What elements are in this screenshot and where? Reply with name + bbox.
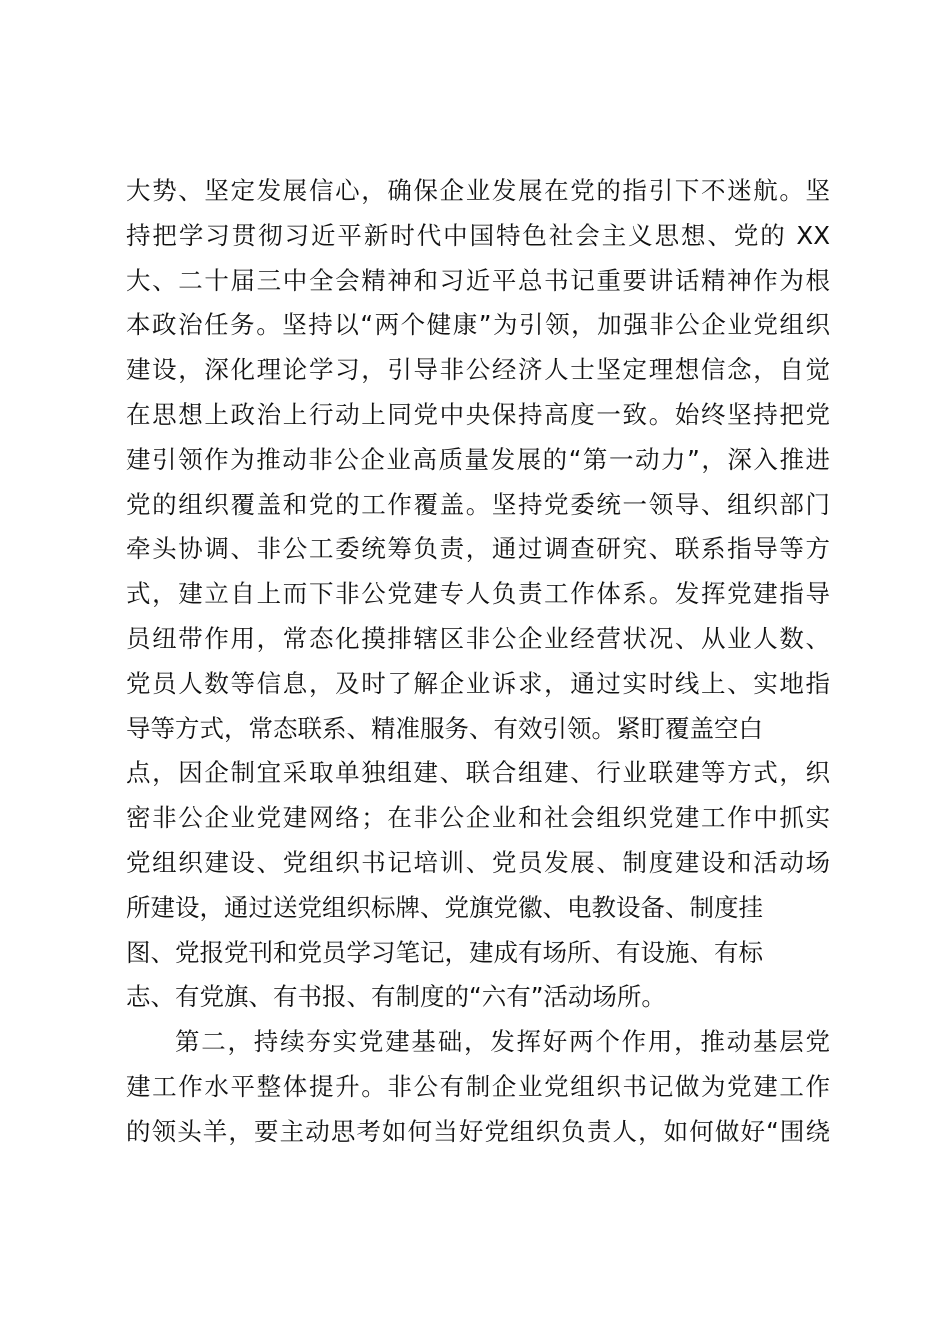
text-line: 本政治任务。坚持以“两个健康”为引领，加强非公企业党组织 xyxy=(126,310,830,340)
text-line: 所建设，通过送党组织标牌、党旗党徽、电教设备、制度挂 xyxy=(126,892,763,922)
body-text xyxy=(126,169,830,1155)
text-line: 建引领作为推动非公企业高质量发展的“第一动力”，深入推进 xyxy=(126,444,830,474)
text-line: 大、二十届三中全会精神和习近平总书记重要讲话精神作为根 xyxy=(126,265,830,295)
text-line: 的领头羊，要主动思考如何当好党组织负责人，如何做好“围绕 xyxy=(126,1116,830,1146)
text-line: 党的组织覆盖和党的工作覆盖。坚持党委统一领导、组织部门 xyxy=(126,489,830,519)
text-line: 点，因企制宜采取单独组建、联合组建、行业联建等方式，织 xyxy=(126,758,830,788)
text-line: 在思想上政治上行动上同党中央保持高度一致。始终坚持把党 xyxy=(126,399,830,429)
paragraph-start-line: 第二，持续夯实党建基础，发挥好两个作用，推动基层党 xyxy=(175,1027,830,1057)
text-line: 密非公企业党建网络；在非公企业和社会组织党建工作中抓实 xyxy=(126,803,830,833)
paragraph-end-line: 志、有党旗、有书报、有制度的“六有”活动场所。 xyxy=(126,982,666,1012)
text-line: 牵头协调、非公工委统筹负责，通过调查研究、联系指导等方 xyxy=(126,534,830,564)
text-line: 持把学习贯彻习近平新时代中国特色社会主义思想、党的 XX xyxy=(126,220,830,250)
text-line: 员纽带作用，常态化摸排辖区非公企业经营状况、从业人数、 xyxy=(126,623,830,653)
text-line: 党员人数等信息，及时了解企业诉求，通过实时线上、实地指 xyxy=(126,668,830,698)
text-line: 式，建立自上而下非公党建专人负责工作体系。发挥党建指导 xyxy=(126,579,830,609)
text-line: 建设，深化理论学习，引导非公经济人士坚定理想信念，自觉 xyxy=(126,355,830,385)
text-line: 党组织建设、党组织书记培训、党员发展、制度建设和活动场 xyxy=(126,847,830,877)
text-line: 建工作水平整体提升。非公有制企业党组织书记做为党建工作 xyxy=(126,1071,830,1101)
text-line: 图、党报党刊和党员学习笔记，建成有场所、有设施、有标 xyxy=(126,937,763,967)
text-line: 导等方式，常态联系、精准服务、有效引领。紧盯覆盖空白 xyxy=(126,713,763,743)
text-line: 大势、坚定发展信心，确保企业发展在党的指引下不迷航。坚 xyxy=(126,176,830,205)
